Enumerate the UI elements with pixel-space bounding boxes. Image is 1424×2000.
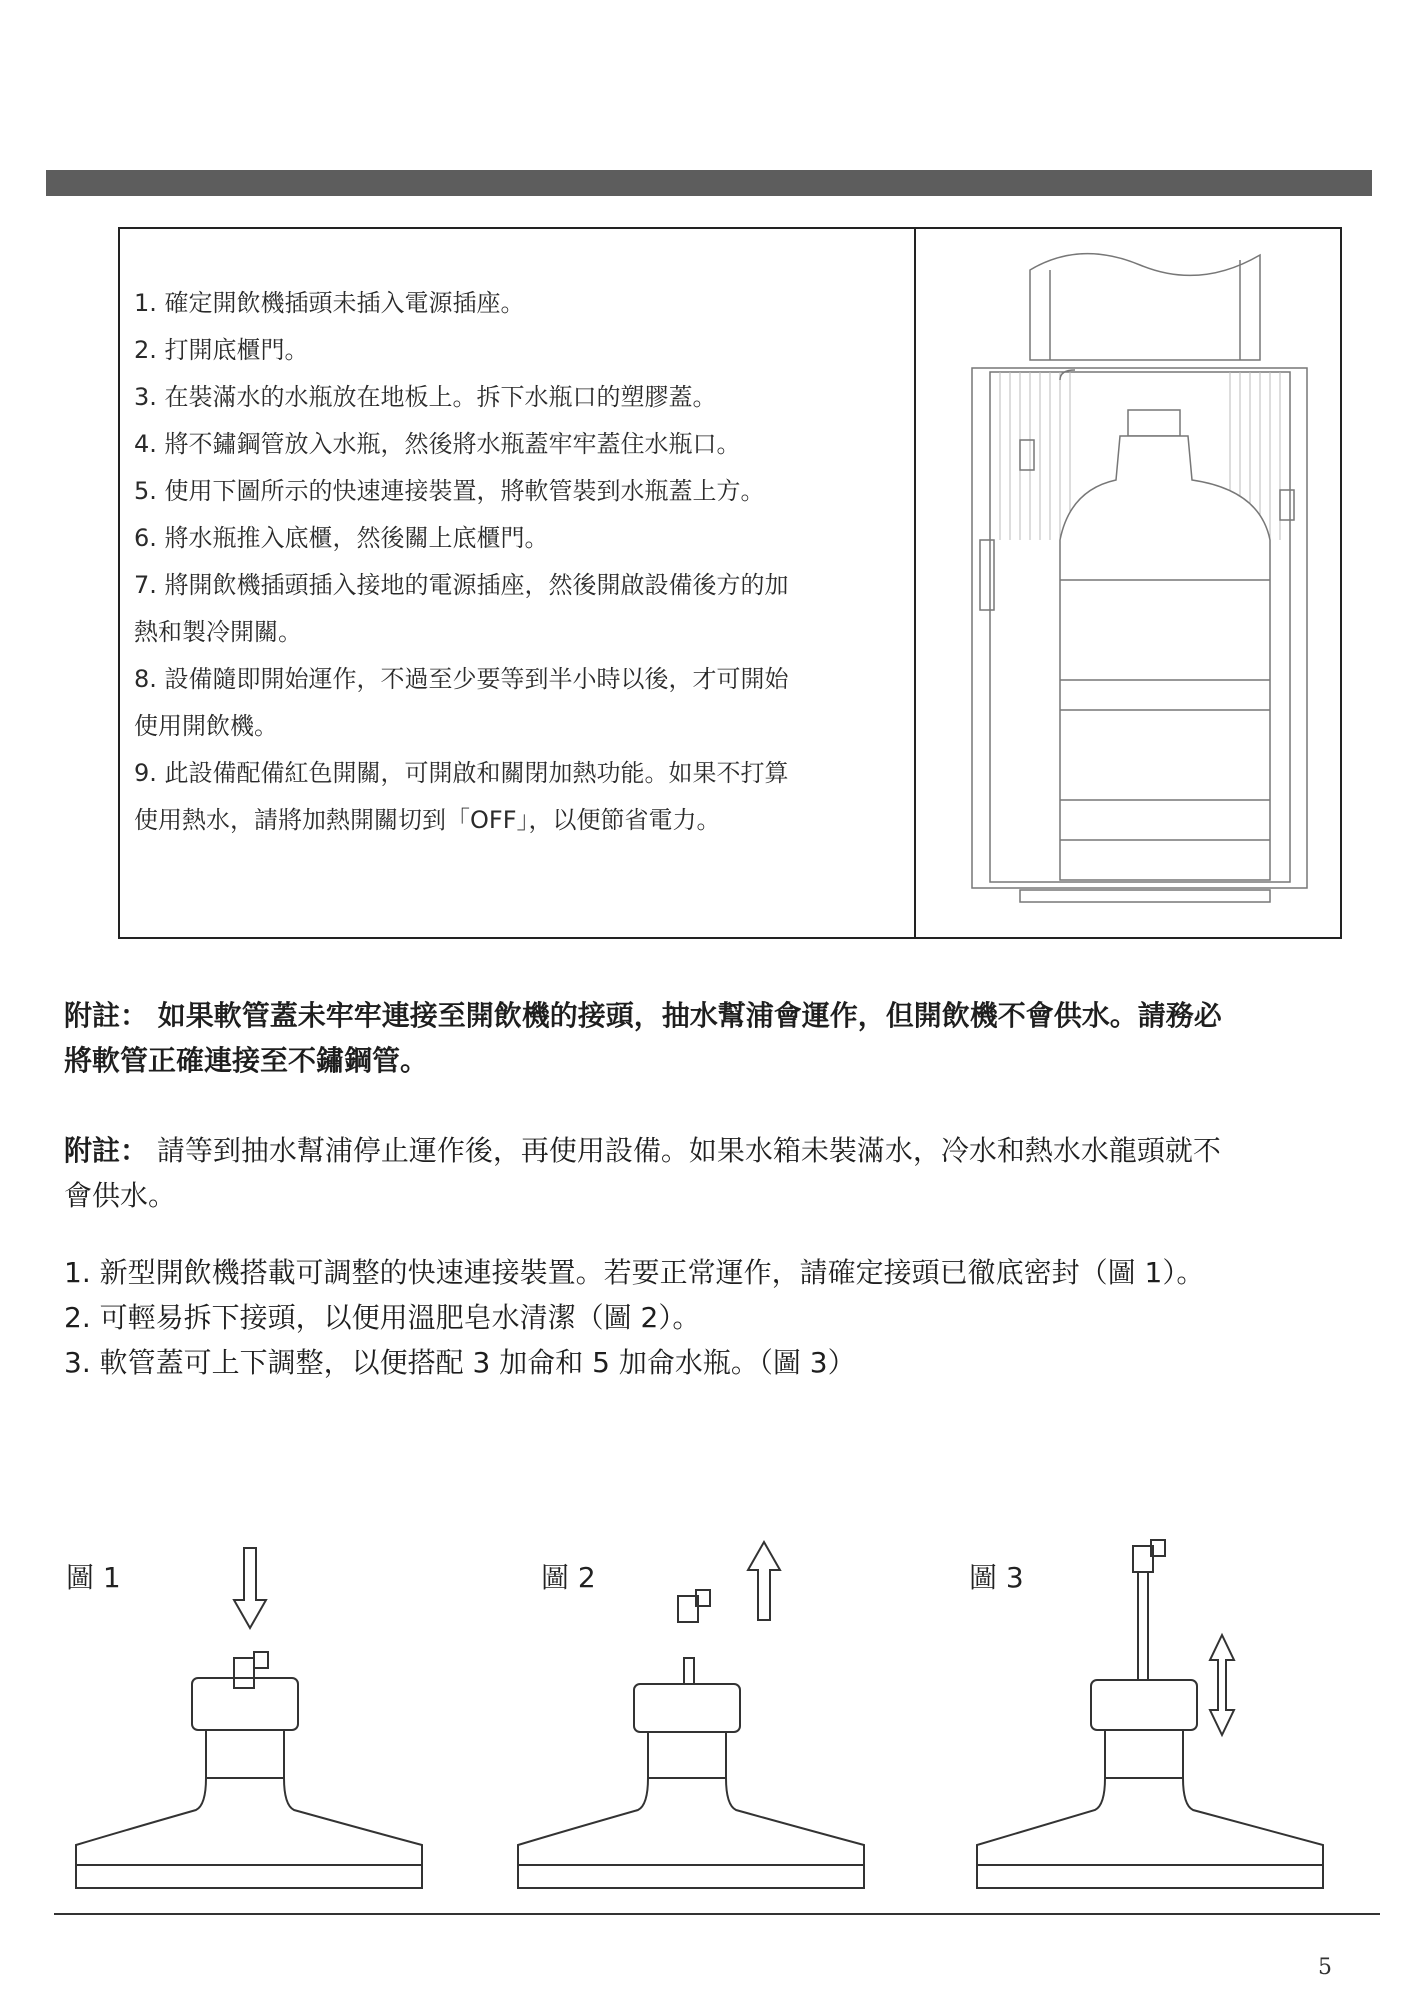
figure-2-label: 圖 2 bbox=[541, 1561, 596, 1594]
step-line: 熱和製冷開關。 bbox=[134, 618, 302, 646]
figure-2-detach-connector bbox=[508, 1510, 878, 1890]
figure-3-adjustable-cap bbox=[967, 1510, 1337, 1890]
note-hose-connection bbox=[64, 993, 1384, 1083]
step-line: 使用熱水，請將加熱開關切到「OFF」，以便節省電力。 bbox=[134, 806, 721, 834]
note-line: 附註： 如果軟管蓋未牢牢連接至開飲機的接頭，抽水幫浦會運作，但開飲機不會供水。請務必 bbox=[64, 999, 1222, 1032]
up-down-arrow-icon bbox=[1210, 1635, 1234, 1735]
step-line: 6. 將水瓶推入底櫃，然後關上底櫃門。 bbox=[134, 524, 549, 552]
note-line: 會供水。 bbox=[64, 1179, 177, 1212]
figure-1-bottle-connect bbox=[66, 1510, 436, 1890]
installation-steps bbox=[134, 280, 894, 844]
steps-box-divider bbox=[914, 227, 916, 939]
note-line bbox=[64, 1128, 1384, 1173]
step-line: 2. 打開底櫃門。 bbox=[134, 336, 309, 364]
section-header-bar bbox=[46, 170, 1372, 196]
step-line: 5. 使用下圖所示的快速連接裝置，將軟管裝到水瓶蓋上方。 bbox=[134, 477, 765, 505]
step-line: 7. 將開飲機插頭插入接地的電源插座，然後開啟設備後方的加 bbox=[134, 571, 789, 599]
quick-connect-features bbox=[64, 1250, 1384, 1385]
figure-3-label: 圖 3 bbox=[969, 1561, 1024, 1594]
note-text: 請等到抽水幫浦停止運作後，再使用設備。如果水箱未裝滿水，冷水和熱水水龍頭就不 bbox=[148, 1134, 1221, 1167]
down-arrow-icon bbox=[234, 1548, 266, 1628]
feature-line: 2. 可輕易拆下接頭，以便用溫肥皂水清潔（圖 2）。 bbox=[64, 1301, 701, 1334]
note-pump-wait bbox=[64, 1128, 1384, 1218]
dispenser-bottle-illustration bbox=[960, 240, 1320, 920]
feature-line: 1. 新型開飲機搭載可調整的快速連接裝置。若要正常運作，請確定接頭已徹底密封（圖 1）。 bbox=[64, 1256, 1205, 1289]
figure-1-label: 圖 1 bbox=[66, 1561, 121, 1594]
up-arrow-icon bbox=[748, 1542, 780, 1620]
step-line: 9. 此設備配備紅色開關，可開啟和關閉加熱功能。如果不打算 bbox=[134, 759, 789, 787]
page-number: 5 bbox=[1318, 1955, 1332, 1980]
step-line: 4. 將不鏽鋼管放入水瓶，然後將水瓶蓋牢牢蓋住水瓶口。 bbox=[134, 430, 741, 458]
step-line: 1. 確定開飲機插頭未插入電源插座。 bbox=[134, 289, 525, 317]
feature-line: 3. 軟管蓋可上下調整，以便搭配 3 加侖和 5 加侖水瓶。（圖 3） bbox=[64, 1346, 856, 1379]
step-line: 使用開飲機。 bbox=[134, 712, 278, 740]
note-line: 將軟管正確連接至不鏽鋼管。 bbox=[64, 1044, 429, 1077]
step-line: 8. 設備隨即開始運作，不過至少要等到半小時以後，才可開始 bbox=[134, 665, 789, 693]
note-label: 附註： bbox=[64, 1134, 149, 1167]
footer-rule bbox=[54, 1913, 1380, 1915]
step-line: 3. 在裝滿水的水瓶放在地板上。拆下水瓶口的塑膠蓋。 bbox=[134, 383, 717, 411]
